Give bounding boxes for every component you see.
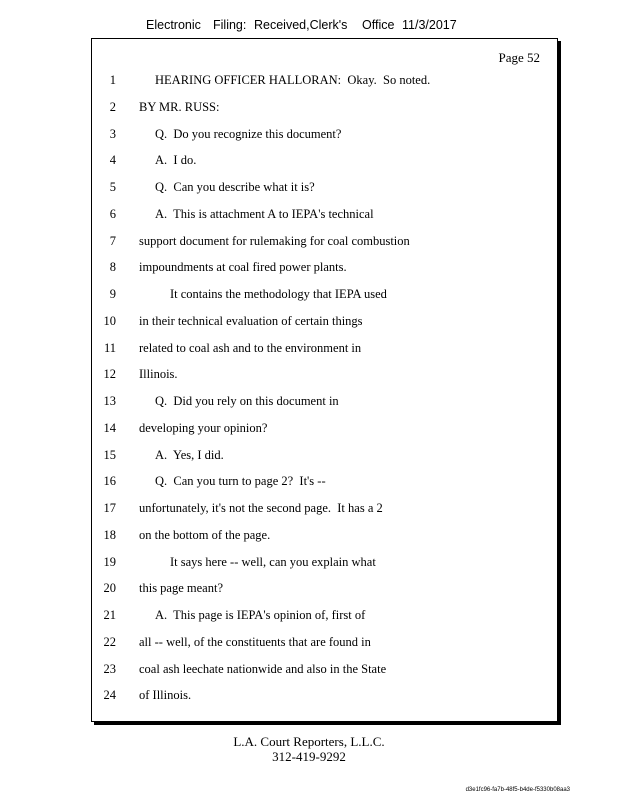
transcript-line — [92, 581, 532, 597]
line-text: It contains the methodology that IEPA used — [170, 287, 387, 301]
filing-received: Received,Clerk's — [254, 18, 348, 32]
transcript-line — [92, 73, 532, 89]
line-text: A. I do. — [155, 153, 197, 168]
line-text: A. This page is IEPA's opinion of, first of — [155, 608, 366, 622]
line-text: unfortunately, it's not the second page. It has a 2 — [139, 501, 383, 515]
transcript-line — [92, 474, 532, 490]
transcript-line — [92, 394, 532, 410]
line-number: 21 — [103, 608, 116, 622]
line-number: 24 — [103, 688, 116, 703]
line-number: 17 — [103, 501, 116, 515]
line-text: all -- well, of the constituents that are found in — [139, 634, 371, 649]
page-number: Page 52 — [498, 50, 540, 65]
line-number: 11 — [103, 340, 116, 355]
line-text: A. This is attachment A to IEPA's technical — [155, 206, 374, 221]
line-text: this page meant? — [139, 581, 223, 596]
transcript-line — [92, 234, 532, 250]
line-number: 2 — [109, 99, 116, 114]
filing-header — [0, 18, 618, 36]
line-number: 5 — [109, 180, 116, 194]
transcript-line — [92, 367, 532, 383]
line-number: 15 — [103, 447, 116, 462]
line-text: coal ash leechate nationwide and also in the State — [139, 661, 387, 676]
line-text: of Illinois. — [139, 688, 192, 703]
footer-phone: 312-419-9292 — [272, 749, 346, 764]
line-text: support document for rulemaking for coal combustion — [139, 233, 410, 248]
line-text: impoundments at coal fired power plants. — [139, 260, 347, 275]
filing-date: 11/3/2017 — [402, 18, 457, 32]
transcript-line — [92, 608, 532, 624]
line-number: 18 — [103, 527, 116, 542]
line-text: HEARING OFFICER HALLORAN: Okay. So noted. — [155, 73, 431, 87]
transcript-line — [92, 555, 532, 571]
transcript-line — [92, 448, 532, 464]
transcript-line — [92, 127, 532, 143]
transcript-line — [92, 207, 532, 223]
line-number: 8 — [109, 260, 116, 275]
line-number: 9 — [109, 287, 116, 301]
transcript-line — [92, 421, 532, 437]
filing-label: Filing: — [213, 18, 247, 32]
line-number: 13 — [103, 394, 116, 408]
line-number: 12 — [103, 367, 116, 382]
transcript-line — [92, 260, 532, 276]
transcript-page — [91, 38, 558, 722]
line-number: 19 — [103, 554, 116, 569]
transcript-line — [92, 341, 532, 357]
transcript-line — [92, 287, 532, 303]
transcript-line — [92, 501, 532, 517]
transcript-line — [92, 153, 532, 169]
line-number: 23 — [103, 661, 116, 676]
line-text: Q. Can you describe what it is? — [155, 180, 315, 194]
line-number: 10 — [103, 313, 116, 328]
line-number: 14 — [103, 420, 116, 435]
document-id: d3e1fc96-fa7b-48f5-b4de-f5330b08aa3 — [465, 787, 570, 793]
transcript-line — [92, 635, 532, 651]
line-text: on the bottom of the page. — [139, 527, 271, 542]
line-number: 20 — [103, 581, 116, 596]
filing-office: Office — [362, 18, 395, 32]
line-number: 16 — [103, 474, 116, 489]
line-text: Q. Can you turn to page 2? It's -- — [155, 474, 326, 489]
line-text: Illinois. — [139, 367, 178, 382]
line-number: 6 — [109, 206, 116, 221]
footer-company: L.A. Court Reporters, L.L.C. — [233, 734, 385, 749]
transcript-line — [92, 688, 532, 704]
line-text: in their technical evaluation of certain things — [139, 313, 363, 328]
line-number: 1 — [109, 73, 116, 87]
line-text: Q. Did you rely on this document in — [155, 394, 339, 408]
line-number: 22 — [103, 634, 116, 649]
line-text: It says here -- well, can you explain what — [170, 554, 376, 569]
line-text: related to coal ash and to the environment in — [139, 340, 362, 355]
transcript-line — [92, 180, 532, 196]
filing-electronic: Electronic — [146, 18, 201, 32]
transcript-line — [92, 314, 532, 330]
line-text: BY MR. RUSS: — [139, 99, 220, 114]
transcript-line — [92, 662, 532, 678]
line-number: 7 — [109, 233, 116, 248]
line-number: 4 — [109, 153, 116, 168]
line-text: A. Yes, I did. — [155, 447, 224, 462]
line-text: developing your opinion? — [139, 420, 268, 435]
transcript-line — [92, 528, 532, 544]
line-text: Q. Do you recognize this document? — [155, 126, 342, 141]
transcript-line — [92, 100, 532, 116]
line-number: 3 — [109, 126, 116, 141]
